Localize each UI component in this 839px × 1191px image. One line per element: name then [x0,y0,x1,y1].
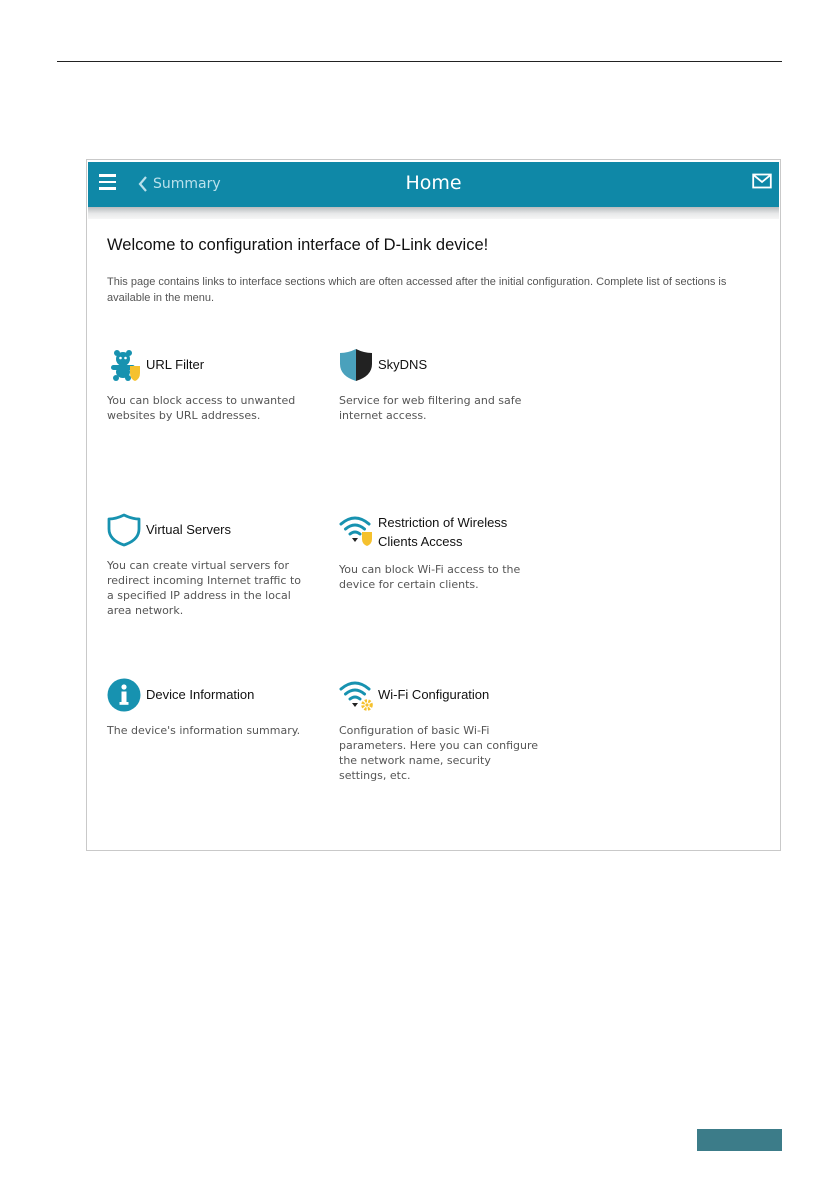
welcome-heading: Welcome to configuration interface of D-Link device! [107,236,489,254]
card-title: Virtual Servers [146,522,232,537]
header-bar [88,162,779,207]
wifi-gear-icon [339,678,373,712]
card-wireless-restriction[interactable] [339,513,549,603]
card-text: You can block access to unwanted websites by URL addresses. [107,394,296,422]
card-text: You can create virtual servers for redirect incoming Internet traffic to a specified IP address in the local area network. [107,559,301,617]
page-number-tab [697,1129,782,1151]
mail-icon [752,173,772,189]
card-skydns[interactable] [339,348,549,428]
card-wifi-configuration[interactable] [339,678,549,782]
shield-icon [107,513,141,547]
card-text: Service for web filtering and safe internet access. [339,394,522,422]
card-url-filter[interactable] [107,348,317,428]
card-title: Wi-Fi Configuration [378,687,490,702]
card-title: Device Information [146,687,255,702]
messages-button[interactable] [752,173,772,194]
card-device-information[interactable] [107,678,317,748]
page-top-rule [57,61,782,62]
card-title: URL Filter [146,357,205,372]
wifi-shield-icon [339,513,373,547]
welcome-description: This page contains links to interface sections which are often accessed after the initial configuration. Complete list of sections is available in the menu. [107,276,727,304]
card-virtual-servers[interactable] [107,513,317,623]
app-window [86,159,781,851]
info-icon [107,678,141,712]
header-shadow [88,207,779,219]
card-title: SkyDNS [378,357,428,372]
back-label: Summary [153,176,221,192]
card-text: Configuration of basic Wi-Fi parameters. Here you can configure the network name, security settings, etc. [339,724,539,782]
card-text: The device's information summary. [107,724,301,737]
page-title: Home [405,172,462,194]
card-title: Restriction of Wireless Clients Access [378,515,508,549]
skydns-shield-icon [339,348,373,382]
card-text: You can block Wi-Fi access to the device for certain clients. [339,563,521,591]
url-filter-icon [107,348,141,382]
